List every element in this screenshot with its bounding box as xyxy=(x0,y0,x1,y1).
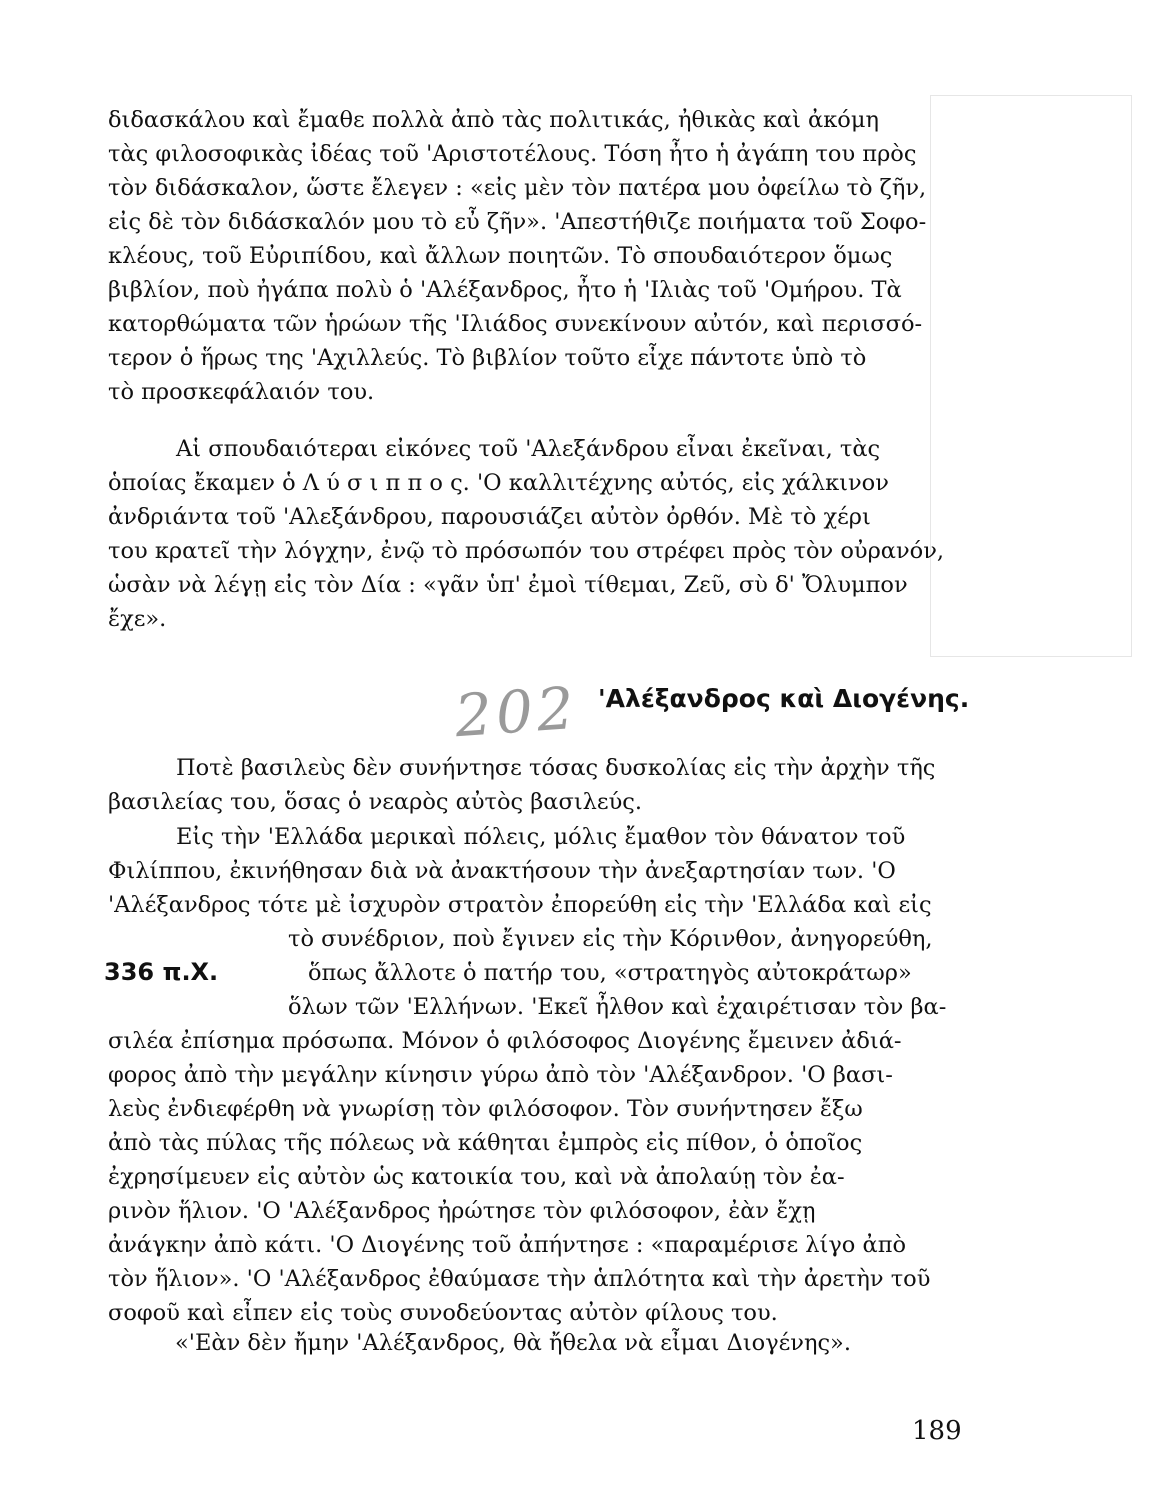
paragraph-diogenes xyxy=(108,820,968,1330)
text-line: ὡσὰν νὰ λέγῃ εἰς τὸν Δία : «γᾶν ὑπ' ἐμοὶ τίθεμαι, Ζεῦ, σὺ δ' Ὄλυμπον xyxy=(108,572,908,598)
text-line: βασιλείας του, ὅσας ὁ νεαρὸς αὐτὸς βασιλεύς. xyxy=(108,789,643,815)
text-line: σιλέα ἐπίσημα πρόσωπα. Μόνον ὁ φιλόσοφος Διογένης ἔμεινεν ἀδιά- xyxy=(108,1028,902,1054)
text-line: του κρατεῖ τὴν λόγχην, ἐνῷ τὸ πρόσωπόν του στρέφει πρὸς τὸν οὐρανόν, xyxy=(108,538,945,564)
section-heading: 'Αλέξανδρος καὶ Διογένης. xyxy=(598,684,970,713)
text-line: τὸν διδάσκαλον, ὥστε ἔλεγεν : «εἰς μὲν τὸν πατέρα μου ὀφείλω τὸ ζῆν, xyxy=(108,175,927,201)
text-line: τὸ συνέδριον, ποὺ ἔγινεν εἰς τὴν Κόρινθον, ἀνηγορεύθη, xyxy=(288,926,933,952)
text-line: Εἰς τὴν 'Ελλάδα μερικαὶ πόλεις, μόλις ἔμαθον τὸν θάνατον τοῦ xyxy=(176,824,906,850)
text-line: κατορθώματα τῶν ἡρώων τῆς 'Ιλιάδος συνεκίνουν αὐτόν, καὶ περισσό- xyxy=(108,311,923,337)
paragraph-difficulties xyxy=(108,751,968,819)
text-line: ὁποίας ἔκαμεν ὁ Λ ύ σ ι π π ο ς. 'Ο καλλιτέχνης αὐτός, εἰς χάλκινον xyxy=(108,470,889,496)
text-line: ἀπὸ τὰς πύλας τῆς πόλεως νὰ κάθηται ἐμπρὸς εἰς πίθον, ὁ ὁποῖος xyxy=(108,1130,863,1156)
text-line: Ποτὲ βασιλεὺς δὲν συνήντησε τόσας δυσκολίας εἰς τὴν ἀρχὴν τῆς xyxy=(176,755,936,781)
text-line: 'Αλέξανδρος τότε μὲ ἰσχυρὸν στρατὸν ἐπορεύθη εἰς τὴν 'Ελλάδα καὶ εἰς xyxy=(108,892,932,918)
paragraph-lysippos xyxy=(108,432,968,636)
paragraph-aristotle xyxy=(108,103,968,409)
text-line: ἀνάγκην ἀπὸ κάτι. 'Ο Διογένης τοῦ ἀπήντησε : «παραμέρισε λίγο ἀπὸ xyxy=(108,1232,907,1258)
text-line: ὅλων τῶν 'Ελλήνων. 'Εκεῖ ἦλθον καὶ ἐχαιρέτισαν τὸν βα- xyxy=(288,994,947,1020)
text-line: ἐχρησίμευεν εἰς αὐτὸν ὡς κατοικία του, καὶ νὰ ἀπολαύῃ τὸν ἐα- xyxy=(108,1164,845,1190)
paragraph-quote xyxy=(175,1326,955,1360)
text-line: «'Εὰν δὲν ἤμην 'Αλέξανδρος, θὰ ἤθελα νὰ εἶμαι Διογένης». xyxy=(175,1330,851,1356)
text-line: Φιλίππου, ἐκινήθησαν διὰ νὰ ἀνακτήσουν τὴν ἀνεξαρτησίαν των. 'Ο xyxy=(108,858,896,884)
text-line: φορος ἀπὸ τὴν μεγάλην κίνησιν γύρω ἀπὸ τὸν 'Αλέξανδρον. 'Ο βασι- xyxy=(108,1062,893,1088)
text-line: εἰς δὲ τὸν διδάσκαλόν μου τὸ εὖ ζῆν». 'Απεστήθιζε ποιήματα τοῦ Σοφο- xyxy=(108,209,927,235)
text-line: ὅπως ἄλλοτε ὁ πατήρ του, «στρατηγὸς αὐτοκράτωρ» xyxy=(308,960,912,986)
text-line: τὸν ἥλιον». 'Ο 'Αλέξανδρος ἐθαύμασε τὴν ἁπλότητα καὶ τὴν ἀρετὴν τοῦ xyxy=(108,1266,931,1292)
text-line: σοφοῦ καὶ εἶπεν εἰς τοὺς συνοδεύοντας αὐτὸν φίλους του. xyxy=(108,1300,778,1326)
text-line: κλέους, τοῦ Εὐριπίδου, καὶ ἄλλων ποιητῶν. Τὸ σπουδαιότερον ὅμως xyxy=(108,243,893,269)
margin-date: 336 π.Χ. xyxy=(104,958,219,986)
text-line: διδασκάλου καὶ ἔμαθε πολλὰ ἀπὸ τὰς πολιτικάς, ἠθικὰς καὶ ἀκόμη xyxy=(108,107,879,133)
text-line: ρινὸν ἥλιον. 'Ο 'Αλέξανδρος ἠρώτησε τὸν φιλόσοφον, ἐὰν ἔχῃ xyxy=(108,1198,816,1224)
page-number: 189 xyxy=(912,1416,962,1446)
text-line: Αἱ σπουδαιότεραι εἰκόνες τοῦ 'Αλεξάνδρου εἶναι ἐκεῖναι, τὰς xyxy=(176,436,881,462)
text-line: τὸ προσκεφάλαιόν του. xyxy=(108,379,375,405)
text-line: ἀνδριάντα τοῦ 'Αλεξάνδρου, παρουσιάζει αὐτὸν ὀρθόν. Μὲ τὸ χέρι xyxy=(108,504,871,530)
text-line: τερον ὁ ἥρως της 'Αχιλλεύς. Τὸ βιβλίον τοῦτο εἶχε πάντοτε ὑπὸ τὸ xyxy=(108,345,867,371)
text-line: λεὺς ἐνδιεφέρθη νὰ γνωρίσῃ τὸν φιλόσοφον. Τὸν συνήντησεν ἔξω xyxy=(108,1096,863,1122)
text-line: τὰς φιλοσοφικὰς ἰδέας τοῦ 'Αριστοτέλους. Τόση ἦτο ἡ ἀγάπη του πρὸς xyxy=(108,141,917,167)
handwritten-note: 202 xyxy=(452,673,580,751)
text-line: ἔχε». xyxy=(108,606,167,632)
text-line: βιβλίον, ποὺ ἠγάπα πολὺ ὁ 'Αλέξανδρος, ἦτο ἡ 'Ιλιὰς τοῦ 'Ομήρου. Τὰ xyxy=(108,277,902,303)
